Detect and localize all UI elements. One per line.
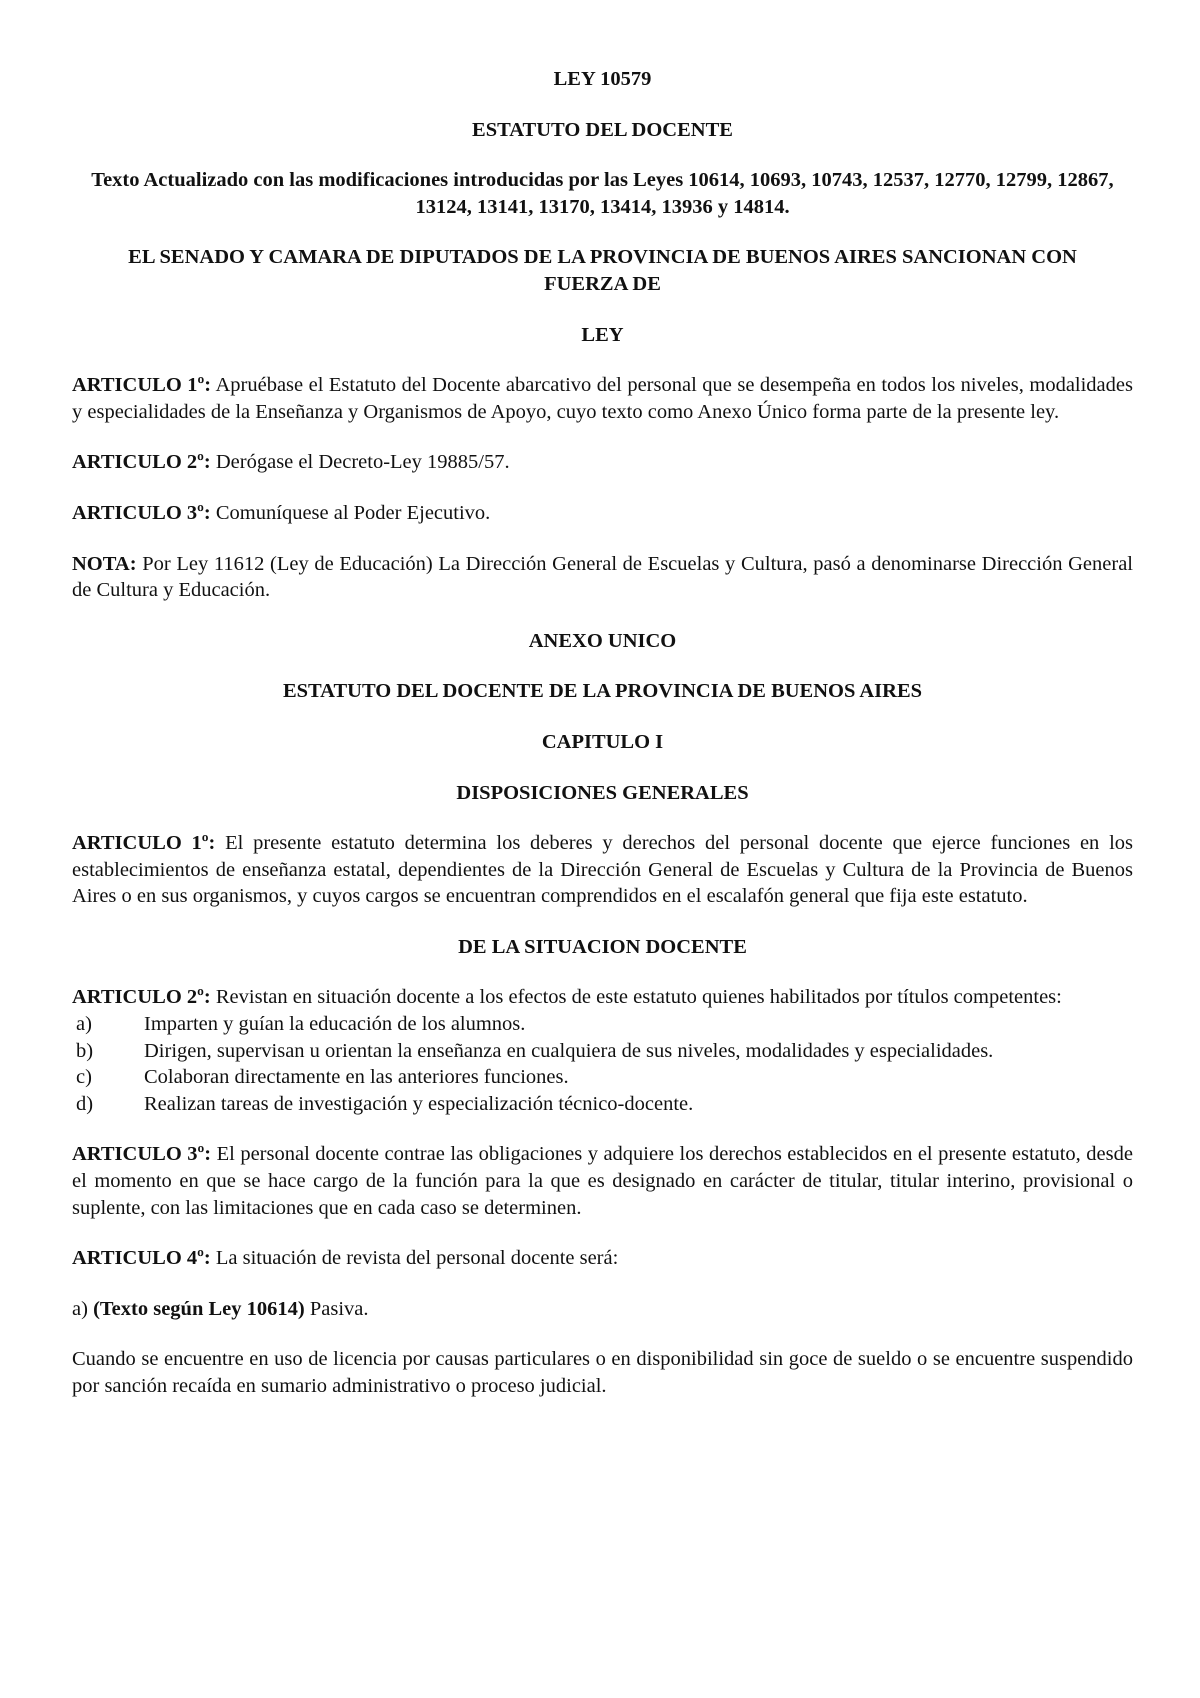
annex-article-3	[72, 1141, 1133, 1221]
situacion-list	[72, 1011, 1133, 1117]
list-item-text: Colaboran directamente en las anteriores funciones.	[144, 1066, 569, 1089]
item-a-text: Pasiva.	[304, 1297, 369, 1320]
annex-article-3-label: ARTICULO 3º:	[72, 1143, 212, 1166]
article-3	[72, 500, 1133, 527]
article-1-label: ARTICULO 1º:	[72, 374, 212, 397]
senate-heading: EL SENADO Y CAMARA DE DIPUTADOS DE LA PROVINCIA DE BUENOS AIRES SANCIONAN CON FUERZA DE	[128, 246, 1077, 295]
article-1	[72, 372, 1133, 425]
article-1-text: Apruébase el Estatuto del Docente abarcativo del personal que se desempeña en todos los niveles, modalidades y especialidades de la Enseñanza y Organismos de Apoyo, cuyo texto como Anexo Único forma parte de la presente ley.	[72, 374, 1133, 423]
disposiciones-heading: DISPOSICIONES GENERALES	[456, 781, 749, 804]
item-a-prefix: a)	[72, 1297, 94, 1320]
annex-article-1-text: El presente estatuto determina los deberes y derechos del personal docente que ejerce funciones en los establecimientos de enseñanza estatal, dependientes de la Dirección General de Escuelas y Cultura de la Provincia de Buenos Aires o en sus organismos, y cuyos cargos se encuentran comprendidos en el escalafón general que fija este estatuto.	[72, 832, 1133, 908]
pasiva-paragraph: Cuando se encuentre en uso de licencia por causas particulares o en disponibilidad sin goce de sueldo o se encuentre suspendido por sanción recaída en sumario administrativo o proceso judicial.	[72, 1348, 1133, 1397]
statute-subtitle: ESTATUTO DEL DOCENTE	[472, 118, 733, 141]
item-a-reference: (Texto según Ley 10614)	[93, 1297, 305, 1320]
list-item-text: Dirigen, supervisan u orientan la enseñanza en cualquiera de sus niveles, modalidades y especialidades.	[144, 1039, 994, 1062]
situacion-heading: DE LA SITUACION DOCENTE	[458, 935, 747, 958]
article-2-text: Derógase el Decreto-Ley 19885/57.	[210, 451, 510, 474]
article-2-label: ARTICULO 2º:	[72, 451, 211, 474]
annex-article-4	[72, 1245, 1133, 1272]
list-item	[72, 1064, 1133, 1091]
estatuto-provincia-heading: ESTATUTO DEL DOCENTE DE LA PROVINCIA DE BUENOS AIRES	[282, 680, 923, 703]
annex-article-2-label: ARTICULO 2º:	[72, 986, 211, 1009]
list-marker: c)	[76, 1066, 92, 1089]
article-3-label: ARTICULO 3º:	[72, 501, 211, 524]
list-marker: a)	[76, 1013, 92, 1036]
law-title: LEY 10579	[553, 68, 652, 90]
nota-label: NOTA:	[72, 552, 137, 575]
annex-article-3-text: El personal docente contrae las obligaciones y adquiere los derechos establecidos en el presente estatuto, desde el momento en que se hace cargo de la función para la que es designado en carácter de titular, titular interino, provisional o suplente, con las limitaciones que en cada caso se determinen.	[72, 1143, 1133, 1219]
list-marker: b)	[76, 1039, 94, 1062]
ley-heading: LEY	[581, 323, 624, 346]
annex-article-4-label: ARTICULO 4º:	[72, 1247, 211, 1270]
nota-text: Por Ley 11612 (Ley de Educación) La Dirección General de Escuelas y Cultura, pasó a denominarse Dirección General de Cultura y Educación.	[72, 552, 1133, 602]
list-item-text: Imparten y guían la educación de los alumnos.	[144, 1013, 526, 1036]
annex-article-1	[72, 830, 1133, 910]
annex-article-2	[72, 984, 1133, 1011]
list-item	[72, 1091, 1133, 1118]
list-item	[72, 1011, 1133, 1038]
updated-text-note: Texto Actualizado con las modificaciones introducidas por las Leyes 10614, 10693, 10743, 12537, 12770, 12799, 12867, 13124, 13141, 13170, 13414, 13936 y 14814.	[91, 169, 1114, 218]
annex-article-1-label: ARTICULO 1º:	[72, 832, 216, 855]
list-item	[72, 1038, 1133, 1065]
anexo-heading: ANEXO UNICO	[528, 629, 677, 652]
annex-article-2-text: Revistan en situación docente a los efectos de este estatuto quienes habilitados por títulos competentes:	[210, 986, 1062, 1009]
annex-article-4-text: La situación de revista del personal docente será:	[210, 1247, 619, 1270]
list-item-text: Realizan tareas de investigación y especialización técnico-docente.	[144, 1092, 694, 1115]
capitulo-heading: CAPITULO I	[541, 730, 664, 753]
nota-paragraph	[72, 551, 1133, 604]
article-2	[72, 449, 1133, 476]
list-marker: d)	[76, 1092, 94, 1115]
article-4-item-a	[72, 1296, 1133, 1323]
article-3-text: Comuníquese al Poder Ejecutivo.	[210, 501, 491, 524]
